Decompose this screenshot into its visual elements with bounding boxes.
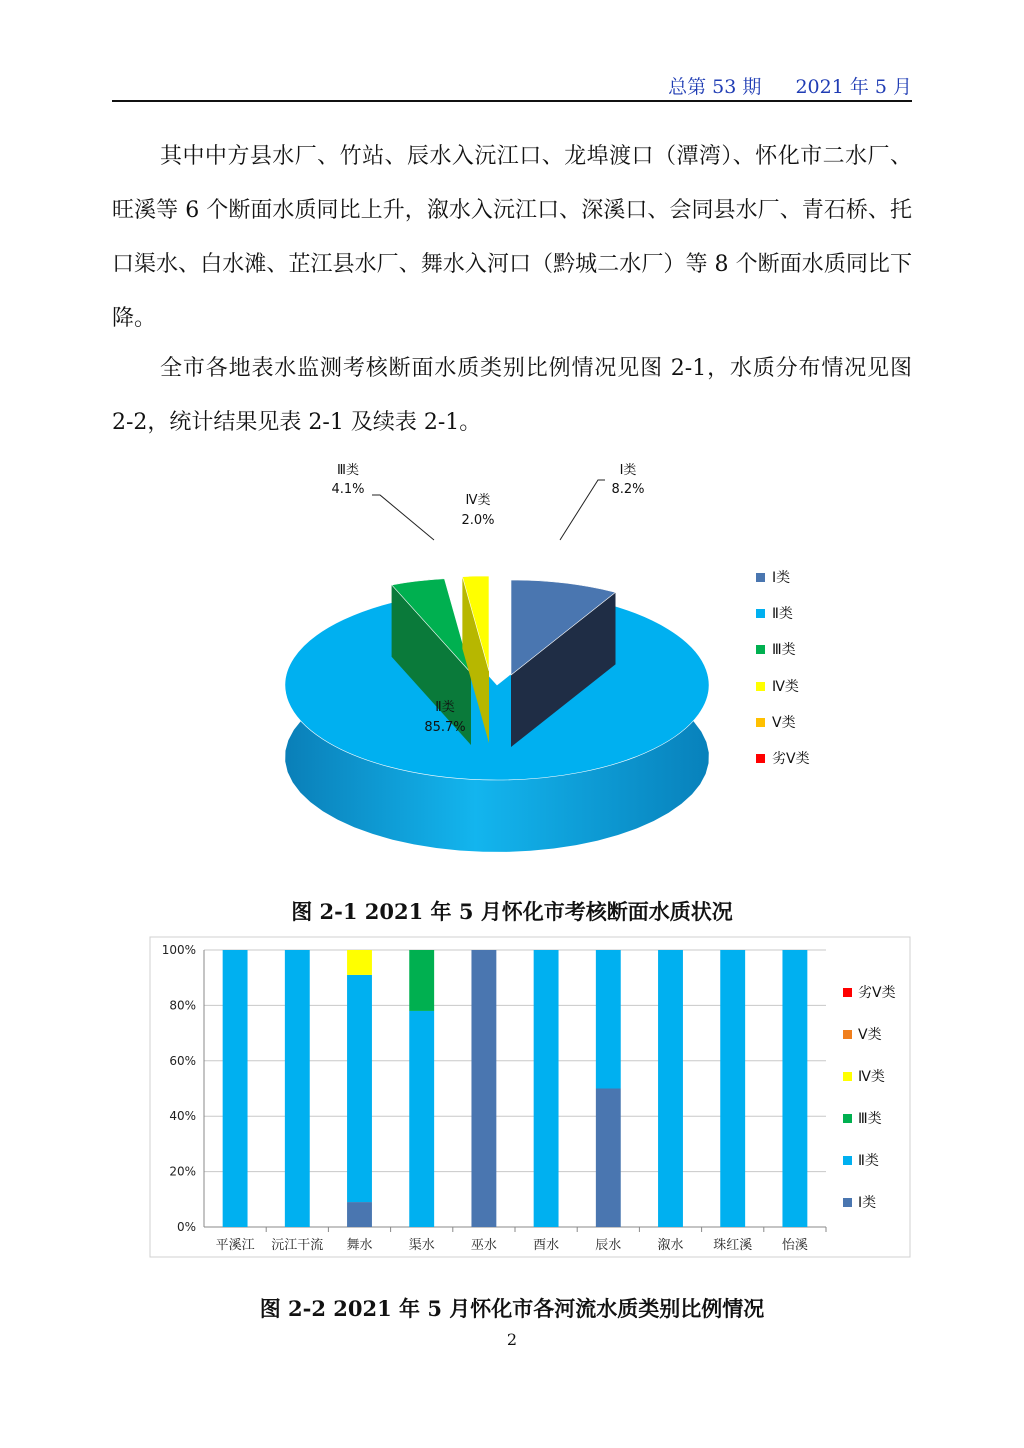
- label-iv-name: Ⅳ类: [465, 493, 491, 508]
- bar-legend-label-worse-v: 劣Ⅴ类: [858, 985, 896, 1001]
- bar-legend-swatch-iii: [843, 1114, 852, 1123]
- bar-segment-ii: [347, 975, 372, 1202]
- x-category-label: 渠水: [408, 1238, 435, 1253]
- bar-segment-ii: [596, 950, 621, 1089]
- bar-segment-i: [596, 1089, 621, 1228]
- pie-legend: [756, 569, 810, 767]
- legend-swatch-ii: [756, 609, 765, 618]
- leader-line-iii: [372, 495, 434, 540]
- bar-segment-ii: [534, 950, 559, 1227]
- y-tick-label: 80%: [169, 998, 196, 1013]
- bar-segment-ii: [782, 950, 807, 1227]
- bar-segment-ii: [409, 1011, 434, 1227]
- bar-segment-iv: [347, 950, 372, 975]
- legend-label-worse-v: 劣Ⅴ类: [772, 751, 810, 767]
- bar-legend-swatch-v: [843, 1030, 852, 1039]
- bar-segment-ii: [285, 950, 310, 1227]
- issue-number: 总第 53 期: [668, 76, 762, 98]
- slice-ii: [285, 597, 709, 780]
- issue-date: 2021 年 5 月: [795, 76, 912, 98]
- bar-legend-label-i: Ⅰ类: [858, 1195, 877, 1211]
- figure-1-caption: 图 2-1 2021 年 5 月怀化市考核断面水质状况: [291, 899, 733, 924]
- pie-chart: [0, 450, 1024, 870]
- legend-swatch-worse-v: [756, 754, 765, 763]
- bar-legend-label-v: Ⅴ类: [858, 1027, 882, 1043]
- stacked-bar-chart: [0, 935, 1024, 1265]
- bar-segment-ii: [223, 950, 248, 1227]
- x-category-label: 舞水: [346, 1238, 373, 1253]
- bar-legend-swatch-i: [843, 1198, 852, 1207]
- x-category-label: 酉水: [533, 1238, 560, 1253]
- legend-swatch-i: [756, 573, 765, 582]
- leader-line-i: [560, 480, 605, 540]
- legend-label-iii: Ⅲ类: [772, 642, 796, 658]
- paragraph-change-summary: 其中中方县水厂、竹站、辰水入沅江口、龙埠渡口（潭湾）、怀化市二水厂、旺溪等 6 个断面水质同比上升，溆水入沅江口、深溪口、会同县水厂、青石桥、托口渠水、白水滩、芷江县水厂、舞水入河口（黔城二水厂）等 8 个断面水质同比下降。: [112, 144, 912, 331]
- bar-segment-ii: [658, 950, 683, 1227]
- bar-segment-i: [471, 950, 496, 1227]
- y-tick-label: 0%: [176, 1220, 196, 1234]
- label-iii-pct: 4.1%: [331, 482, 365, 497]
- bar-legend-swatch-ii: [843, 1156, 852, 1165]
- x-category-label: 平溪江: [215, 1238, 255, 1253]
- x-category-label: 珠红溪: [713, 1238, 753, 1253]
- bar-segment-iii: [409, 950, 434, 1011]
- bar-legend-swatch-worse-v: [843, 988, 852, 997]
- paragraph-figure-reference: 全市各地表水监测考核断面水质类别比例情况见图 2-1，水质分布情况见图 2-2，统计结果见表 2-1 及续表 2-1。: [112, 356, 912, 435]
- bar-legend-label-ii: Ⅱ类: [858, 1153, 879, 1169]
- label-iv-pct: 2.0%: [461, 513, 495, 528]
- bar-segment-i: [347, 1202, 372, 1227]
- x-category-label: 沅江干流: [271, 1238, 324, 1253]
- label-i-name: Ⅰ类: [619, 463, 637, 478]
- y-tick-label: 100%: [161, 943, 196, 957]
- x-category-label: 辰水: [595, 1238, 622, 1253]
- figure-2-caption: 图 2-2 2021 年 5 月怀化市各河流水质类别比例情况: [259, 1296, 765, 1321]
- y-tick-label: 60%: [169, 1053, 196, 1068]
- y-tick-label: 20%: [169, 1164, 196, 1179]
- x-category-label: 怡溪: [781, 1238, 808, 1253]
- legend-swatch-v: [756, 718, 765, 727]
- header-rule: [112, 100, 912, 102]
- bar-legend-label-iv: Ⅳ类: [858, 1069, 885, 1085]
- page-header: [112, 72, 912, 102]
- label-i-pct: 8.2%: [611, 482, 645, 497]
- legend-label-iv: Ⅳ类: [772, 679, 799, 695]
- page-number: 2: [506, 1330, 518, 1349]
- y-tick-label: 40%: [169, 1109, 196, 1124]
- label-iii-name: Ⅲ类: [337, 463, 359, 478]
- bar-legend: [843, 984, 896, 1211]
- bar-legend-swatch-iv: [843, 1072, 852, 1081]
- label-ii-pct: 85.7%: [424, 720, 466, 735]
- legend-label-v: Ⅴ类: [772, 715, 796, 731]
- legend-swatch-iv: [756, 682, 765, 691]
- bar-segment-ii: [720, 950, 745, 1227]
- bar-legend-label-iii: Ⅲ类: [858, 1111, 882, 1127]
- legend-label-ii: Ⅱ类: [772, 606, 793, 622]
- leader-lines: [372, 480, 605, 540]
- x-category-label: 溆水: [657, 1238, 684, 1253]
- legend-swatch-iii: [756, 645, 765, 654]
- x-category-label: 巫水: [470, 1238, 497, 1253]
- legend-label-i: Ⅰ类: [772, 570, 791, 586]
- label-ii-name: Ⅱ类: [435, 700, 455, 715]
